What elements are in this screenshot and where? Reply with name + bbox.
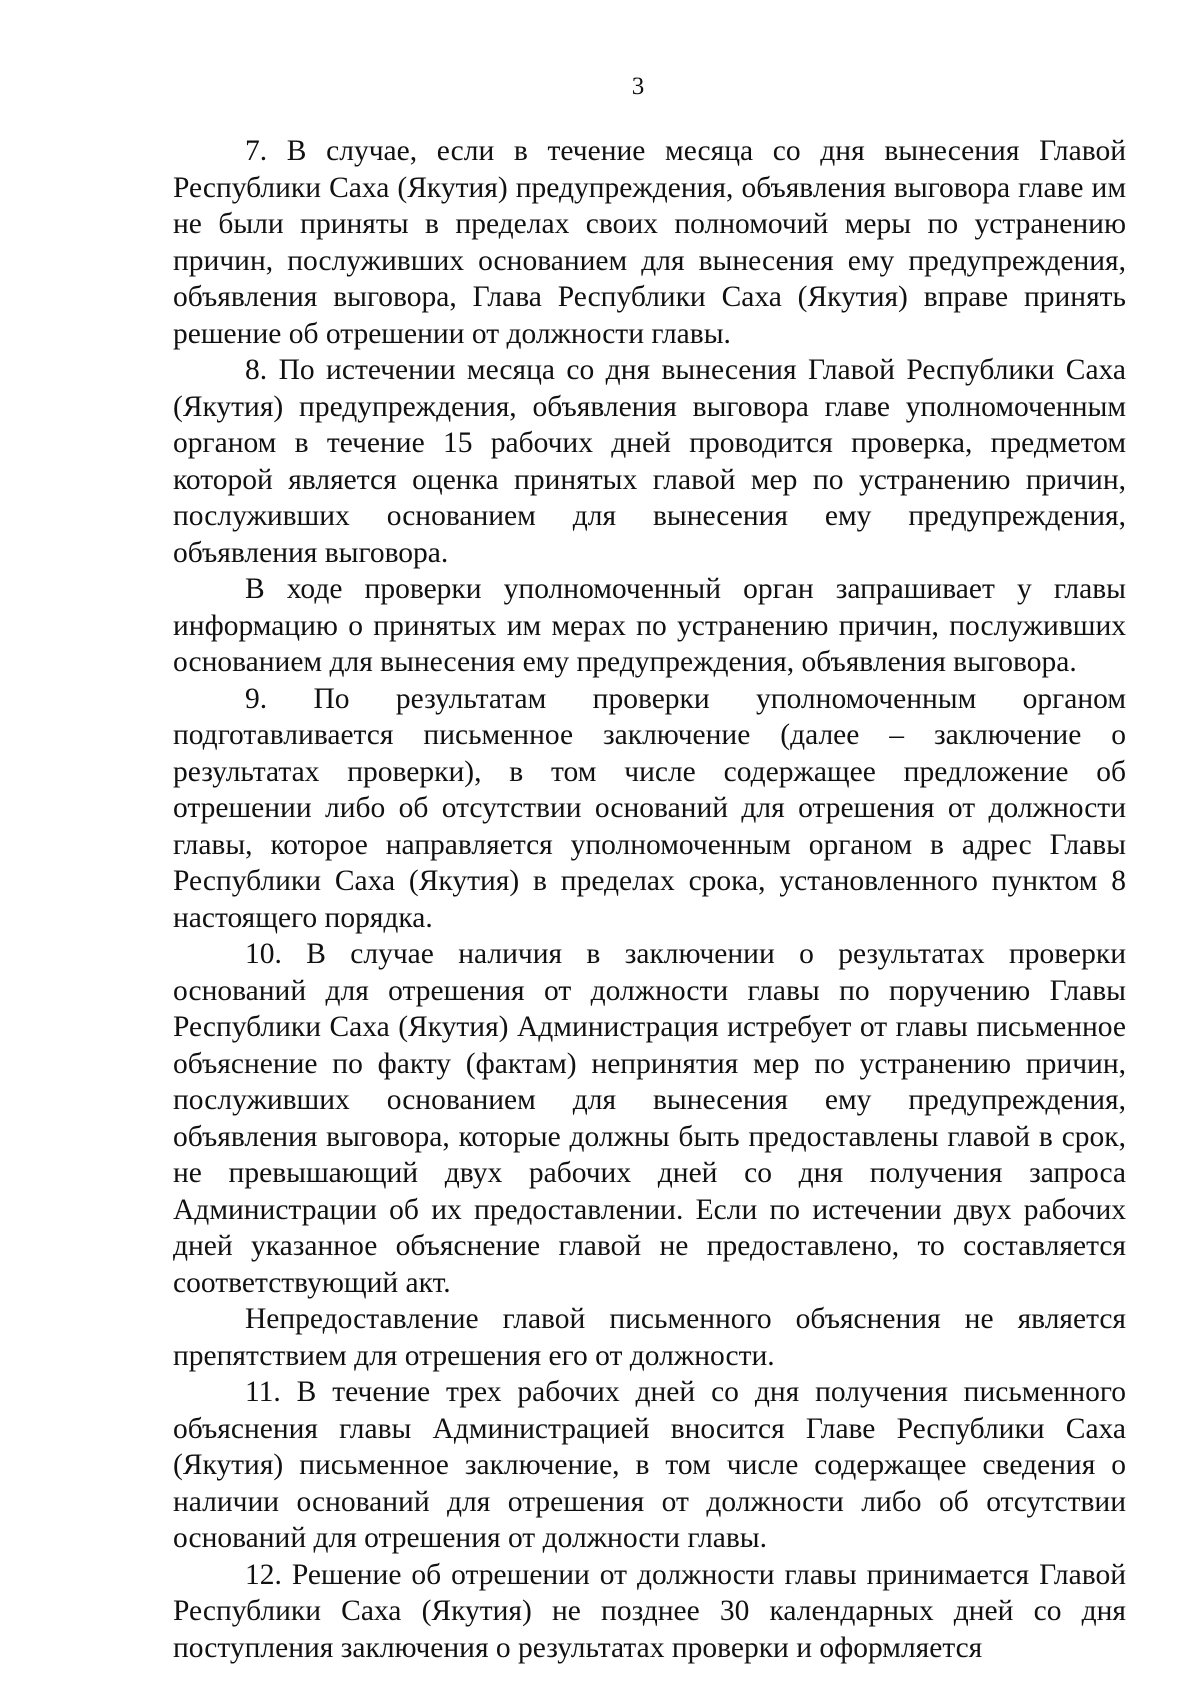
paragraph-10: 10. В случае наличия в заключении о результатах проверки оснований для отрешения от должности главы по поручению Главы Республики Саха (Якутия) Администрация истребует от главы письменное объяснение по факту (фактам) непринятия мер по устранению причин, послуживших основанием для вынесения ему предупреждения, объявления выговора, которые должны быть предоставлены главой в срок, не превышающий двух рабочих дней со дня получения запроса Администрации об их предоставлении. Если по истечении двух рабочих дней указанное объяснение главой не предоставлено, то составляется соответствующий акт. <box>173 938 1126 1299</box>
paragraph-8-continuation: В ходе проверки уполномоченный орган запрашивает у главы информацию о принятых им мерах по устранению причин, послуживших основанием для вынесения ему предупреждения, объявления выговора. <box>173 573 1126 678</box>
paragraph-9: 9. По результатам проверки уполномоченным органом подготавливается письменное заключение (далее – заключение о результатах проверки), в том числе содержащее предложение об отрешении либо об отсутствии оснований для отрешения от должности главы, которое направляется уполномоченным органом в адрес Главы Республики Саха (Якутия) в пределах срока, установленного пунктом 8 настоящего порядка. <box>173 682 1126 934</box>
paragraph-8: 8. По истечении месяца со дня вынесения Главой Республики Саха (Якутия) предупреждения, объявления выговора главе уполномоченным органом в течение 15 рабочих дней проводится проверка, предметом которой является оценка принятых главой мер по устранению причин, послуживших основанием для вынесения ему предупреждения, объявления выговора. <box>173 354 1126 569</box>
paragraph-10-continuation: Непредоставление главой письменного объяснения не является препятствием для отрешения его от должности. <box>173 1303 1126 1372</box>
paragraph-11: 11. В течение трех рабочих дней со дня получения письменного объяснения главы Администрацией вносится Главе Республики Саха (Якутия) письменное заключение, в том числе содержащее сведения о наличии оснований для отрешения от должности либо об отсутствии оснований для отрешения от должности главы. <box>173 1376 1126 1554</box>
paragraph-12: 12. Решение об отрешении от должности главы принимается Главой Республики Саха (Якутия) не позднее 30 календарных дней со дня поступления заключения о результатах проверки и оформляется <box>173 1558 1126 1664</box>
document-body <box>173 133 1126 1666</box>
paragraph-7: 7. В случае, если в течение месяца со дня вынесения Главой Республики Саха (Якутия) предупреждения, объявления выговора главе им не были приняты в пределах своих полномочий меры по устранению причин, послуживших основанием для вынесения ему предупреждения, объявления выговора, Глава Республики Саха (Якутия) вправе принять решение об отрешении от должности главы. <box>173 135 1126 350</box>
page-number: 3 <box>631 73 645 100</box>
